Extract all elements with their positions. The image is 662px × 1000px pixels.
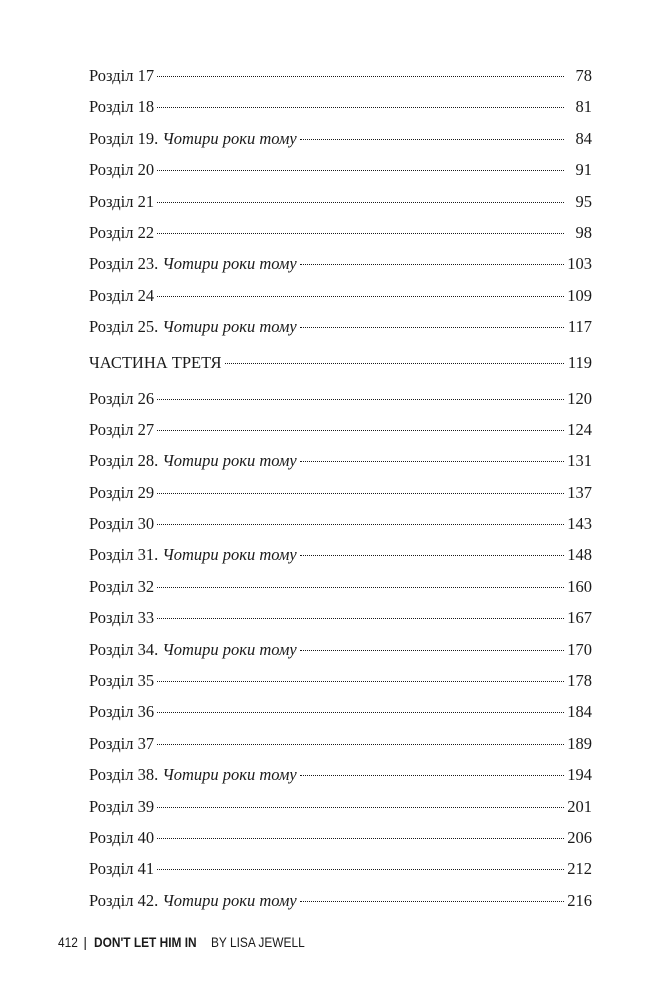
toc-chapter-title: Розділ 38. [89, 765, 159, 785]
toc-dot-leader [157, 202, 564, 203]
toc-entry-label [89, 791, 154, 822]
toc-dot-leader [157, 170, 564, 171]
toc-entry-label [89, 280, 154, 311]
toc-page-number: 98 [575, 222, 592, 242]
toc-page-number: 206 [567, 827, 592, 847]
toc-entry [89, 383, 592, 414]
toc-entry-label [89, 634, 297, 665]
toc-entry-label [89, 696, 154, 727]
toc-entry [89, 696, 592, 727]
toc-entry [89, 311, 592, 342]
toc-entry-label [89, 60, 154, 91]
toc-chapter-title: Розділ 21 [89, 191, 155, 211]
toc-page-number: 103 [567, 254, 592, 274]
toc-entry [89, 508, 592, 539]
toc-page-number: 189 [567, 733, 592, 753]
toc-dot-leader [157, 681, 564, 682]
toc-chapter-subtitle: Чотири роки тому [162, 128, 297, 148]
toc-entry [89, 154, 592, 185]
toc-entry [89, 248, 592, 279]
toc-entry [89, 539, 592, 570]
toc-chapter-title: Розділ 18 [89, 97, 155, 117]
toc-entry-label [89, 822, 154, 853]
toc-dot-leader [300, 775, 564, 776]
toc-entry-label [89, 186, 154, 217]
toc-page-number: 109 [567, 285, 592, 305]
toc-chapter-title: Розділ 25. [89, 317, 159, 337]
toc-entry-label [89, 383, 154, 414]
toc-entry [89, 853, 592, 884]
toc-chapter-title: Розділ 35 [89, 671, 155, 691]
page-footer [58, 934, 321, 950]
toc-entry [89, 791, 592, 822]
toc-dot-leader [300, 327, 564, 328]
toc-chapter-title: Розділ 24 [89, 285, 155, 305]
toc-entry [89, 634, 592, 665]
toc-entry [89, 885, 592, 916]
toc-dot-leader [157, 399, 564, 400]
toc-page-number: 124 [567, 419, 592, 439]
toc-page-number: 148 [567, 545, 592, 565]
toc-entry [89, 445, 592, 476]
toc-entry-label [89, 508, 154, 539]
toc-entry [89, 123, 592, 154]
toc-dot-leader [157, 107, 564, 108]
toc-chapter-title: Розділ 34. [89, 639, 159, 659]
toc-dot-leader [157, 807, 564, 808]
toc-entry [89, 822, 592, 853]
toc-chapter-title: Розділ 20 [89, 160, 155, 180]
footer-author: BY LISA JEWELL [210, 934, 305, 950]
toc-dot-leader [157, 838, 564, 839]
toc-entry [89, 91, 592, 122]
toc-page-number: 91 [575, 160, 592, 180]
toc-dot-leader [300, 650, 564, 651]
toc-dot-leader [300, 901, 564, 902]
toc-entry-label [89, 571, 154, 602]
toc-entry [89, 477, 592, 508]
toc-entry-label [89, 311, 297, 342]
toc-chapter-title: Розділ 23. [89, 254, 159, 274]
toc-entry-label [89, 477, 154, 508]
toc-dot-leader [225, 363, 564, 364]
toc-chapter-title: Розділ 33 [89, 608, 155, 628]
toc-entry [89, 728, 592, 759]
toc-dot-leader [300, 139, 564, 140]
footer-book-title: DON'T LET HIM IN [94, 934, 197, 950]
toc-chapter-subtitle: Чотири роки тому [162, 317, 297, 337]
toc-page-number: 194 [567, 765, 592, 785]
toc-chapter-title: Розділ 22 [89, 222, 155, 242]
toc-entry [89, 60, 592, 91]
footer-page-number: 412 [58, 934, 78, 950]
toc-page-number: 143 [567, 514, 592, 534]
toc-chapter-subtitle: Чотири роки тому [162, 890, 297, 910]
toc-page-number: 84 [575, 128, 592, 148]
toc-page-number: 201 [567, 796, 592, 816]
toc-chapter-subtitle: Чотири роки тому [162, 451, 297, 471]
toc-dot-leader [157, 587, 564, 588]
toc-chapter-title: Розділ 41 [89, 859, 155, 879]
toc-chapter-title: Розділ 40 [89, 827, 155, 847]
toc-dot-leader [300, 555, 564, 556]
toc-dot-leader [157, 430, 564, 431]
toc-dot-leader [157, 618, 564, 619]
toc-entry [89, 665, 592, 696]
toc-entry [89, 414, 592, 445]
toc-entry-label [89, 217, 154, 248]
toc-entry-label [89, 665, 154, 696]
toc-chapter-subtitle: Чотири роки тому [162, 639, 297, 659]
toc-chapter-subtitle: Чотири роки тому [162, 545, 297, 565]
toc-dot-leader [157, 296, 564, 297]
toc-entry-label [89, 853, 154, 884]
toc-entry [89, 571, 592, 602]
toc-chapter-title: Розділ 26 [89, 388, 155, 408]
toc-page-number: 119 [567, 352, 592, 372]
toc-chapter-title: Розділ 29 [89, 482, 155, 502]
toc-page-number: 137 [567, 482, 592, 502]
toc-dot-leader [300, 461, 564, 462]
toc-dot-leader [157, 712, 564, 713]
toc-entry-label [89, 539, 297, 570]
toc-chapter-title: Розділ 19. [89, 128, 159, 148]
toc-entry [89, 217, 592, 248]
toc-page-number: 117 [567, 317, 592, 337]
toc-entry-label [89, 154, 154, 185]
toc-dot-leader [157, 76, 564, 77]
toc-chapter-title: Розділ 27 [89, 419, 155, 439]
toc-entry [89, 280, 592, 311]
toc-chapter-title: Розділ 17 [89, 66, 155, 85]
toc-entry-label [89, 414, 154, 445]
toc-page-number: 131 [567, 451, 592, 471]
toc-entry-label [89, 343, 222, 383]
toc-page-number: 78 [575, 66, 592, 85]
toc-page-number: 212 [567, 859, 592, 879]
toc-page-number: 160 [567, 576, 592, 596]
toc-dot-leader [157, 233, 564, 234]
toc-chapter-title: Розділ 39 [89, 796, 155, 816]
toc-entry-label [89, 728, 154, 759]
toc-dot-leader [157, 744, 564, 745]
toc-page-number: 95 [575, 191, 592, 211]
toc-entry [89, 602, 592, 633]
toc-page-number: 81 [575, 97, 592, 117]
toc-chapter-title: Розділ 37 [89, 733, 155, 753]
toc-page-number: 167 [567, 608, 592, 628]
toc-page-number: 178 [567, 671, 592, 691]
toc-entry-label [89, 759, 297, 790]
toc-page-number: 216 [567, 890, 592, 910]
toc-part-heading [89, 343, 592, 383]
toc-chapter-title: Розділ 32 [89, 576, 155, 596]
toc-chapter-subtitle: Чотири роки тому [162, 765, 297, 785]
toc-chapter-title: ЧАСТИНА ТРЕТЯ [89, 352, 222, 372]
toc-page-number: 184 [567, 702, 592, 722]
toc-dot-leader [157, 493, 564, 494]
toc-chapter-title: Розділ 28. [89, 451, 159, 471]
footer-separator: | [83, 934, 87, 950]
toc-entry-label [89, 885, 297, 916]
toc-entry-label [89, 602, 154, 633]
toc-page-number: 120 [567, 388, 592, 408]
toc-entry-label [89, 248, 297, 279]
toc-entry-label [89, 445, 297, 476]
toc-chapter-subtitle: Чотири роки тому [162, 254, 297, 274]
toc-chapter-title: Розділ 30 [89, 514, 155, 534]
toc-entry [89, 186, 592, 217]
toc-page-number: 170 [567, 639, 592, 659]
toc-entry [89, 759, 592, 790]
toc-chapter-title: Розділ 42. [89, 890, 159, 910]
toc-dot-leader [157, 869, 564, 870]
table-of-contents [89, 60, 592, 916]
toc-chapter-title: Розділ 36 [89, 702, 155, 722]
toc-entry-label [89, 91, 154, 122]
toc-entry-label [89, 123, 297, 154]
toc-chapter-title: Розділ 31. [89, 545, 159, 565]
toc-dot-leader [300, 264, 564, 265]
toc-dot-leader [157, 524, 564, 525]
